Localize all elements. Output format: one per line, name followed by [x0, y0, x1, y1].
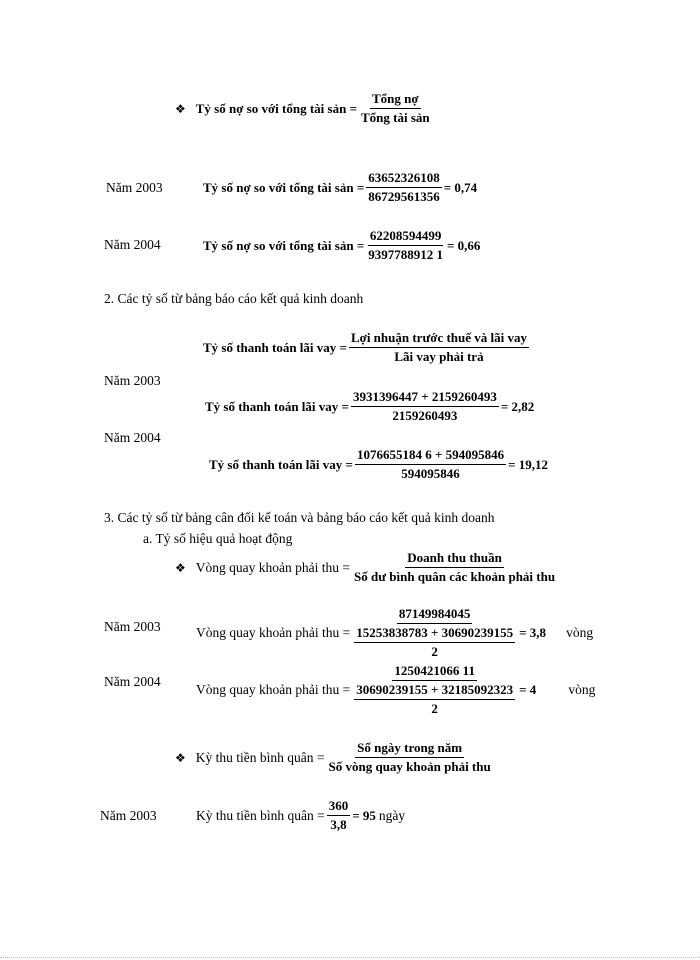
fraction [349, 329, 529, 366]
formula-label: Kỳ thu tiền bình quân = [196, 807, 325, 823]
denominator: Số vòng quay khoản phải thu [328, 759, 491, 774]
interest-coverage-2004 [209, 446, 548, 483]
fraction [355, 446, 506, 483]
formula-label: Vòng quay khoản phải thu = [196, 682, 351, 697]
debt-ratio-formula [175, 90, 434, 127]
year-label: Năm 2004 [104, 674, 161, 689]
denominator: 2159260493 [392, 408, 458, 423]
numerator: 1250421066 11 [392, 662, 477, 681]
numerator: 63652326108 [366, 169, 442, 188]
denominator: 594095846 [401, 466, 460, 481]
year-label: Năm 2003 [100, 808, 157, 823]
formula-label: Vòng quay khoản phải thu = [195, 559, 350, 575]
inner-denominator: 2 [431, 644, 438, 659]
inner-denominator: 2 [431, 701, 438, 716]
fraction [366, 227, 445, 264]
fraction [352, 605, 517, 661]
fraction [366, 169, 442, 206]
denominator: 86729561356 [368, 189, 440, 204]
result-value: = 0,74 [443, 179, 478, 195]
numerator: 1076655184 6 + 594095846 [355, 446, 506, 465]
page-footer-divider [0, 957, 700, 958]
numerator: 87149984045 [397, 605, 473, 624]
numerator: 62208594499 [368, 227, 444, 246]
result-value: = 3,8 [519, 625, 547, 640]
formula-label: Tỷ số nợ so với tổng tài sản = [203, 237, 365, 253]
formula-label: Tỷ số thanh toán lãi vay = [209, 456, 353, 472]
denominator: Lãi vay phải trả [394, 349, 484, 364]
formula-label: Tỷ số thanh toán lãi vay = [203, 339, 347, 355]
collection-period-2003 [196, 797, 405, 834]
formula-label: Tỷ số nợ so với tổng tài sản = [203, 179, 365, 195]
diamond-bullet-icon: ❖ [175, 101, 186, 116]
receivable-turnover-formula [175, 549, 559, 586]
fraction [359, 90, 432, 127]
result-value: = 19,12 [508, 456, 549, 472]
unit-label: vòng [566, 625, 594, 640]
numerator: Doanh thu thuần [405, 549, 504, 568]
denominator: Tổng tài sản [361, 110, 430, 125]
year-label: Năm 2003 [104, 619, 161, 634]
unit-label: vòng [568, 682, 596, 697]
fraction [351, 388, 499, 425]
result-value: = 95 [352, 807, 376, 823]
unit-label: ngày [378, 807, 406, 823]
fraction [327, 797, 351, 834]
interest-coverage-formula [203, 329, 531, 366]
fraction [352, 549, 557, 586]
collection-period-formula [175, 739, 495, 776]
diamond-bullet-icon: ❖ [175, 750, 186, 765]
denominator [352, 624, 517, 661]
year-label: Năm 2004 [104, 430, 161, 445]
fraction [352, 662, 517, 718]
year-label: Năm 2003 [104, 373, 161, 388]
debt-ratio-2004 [203, 227, 480, 264]
result-value: = 0,66 [446, 237, 481, 253]
numerator: Số ngày trong năm [355, 739, 464, 758]
denominator: 9397788912 1 [368, 247, 443, 262]
formula-label: Tỷ số thanh toán lãi vay = [205, 398, 349, 414]
section-heading: 3. Các tỷ số từ bảng cân đối kế toán và bảng báo cáo kết quả kinh doanh [104, 510, 495, 525]
debt-ratio-2003 [203, 169, 477, 206]
formula-label: Tỷ số nợ so với tổng tài sản = [195, 100, 357, 116]
section-heading: 2. Các tỷ số từ bảng báo cáo kết quả kinh doanh [104, 291, 364, 306]
result-value: = 4 [519, 682, 537, 697]
numerator: Lợi nhuận trước thuế và lãi vay [349, 329, 529, 348]
diamond-bullet-icon: ❖ [175, 560, 186, 575]
numerator: Tổng nợ [370, 90, 421, 109]
year-label: Năm 2004 [104, 237, 161, 252]
denominator: Số dư bình quân các khoản phải thu [353, 569, 556, 584]
denominator [352, 681, 517, 718]
inner-numerator: 30690239155 + 32185092323 [354, 681, 515, 700]
denominator: 3,8 [330, 817, 347, 832]
numerator: 3931396447 + 2159260493 [351, 388, 499, 407]
receivable-turnover-2004 [196, 662, 595, 718]
fraction [327, 739, 493, 776]
formula-label: Vòng quay khoản phải thu = [196, 625, 351, 640]
formula-label: Kỳ thu tiền bình quân = [195, 749, 325, 765]
result-value: = 2,82 [500, 398, 535, 414]
inner-numerator: 15253838783 + 30690239155 [354, 624, 515, 643]
numerator: 360 [327, 797, 351, 816]
year-label: Năm 2003 [106, 180, 163, 195]
interest-coverage-2003 [205, 388, 534, 425]
receivable-turnover-2003 [196, 605, 593, 661]
subsection-heading: a. Tỷ số hiệu quả hoạt động [143, 531, 293, 546]
